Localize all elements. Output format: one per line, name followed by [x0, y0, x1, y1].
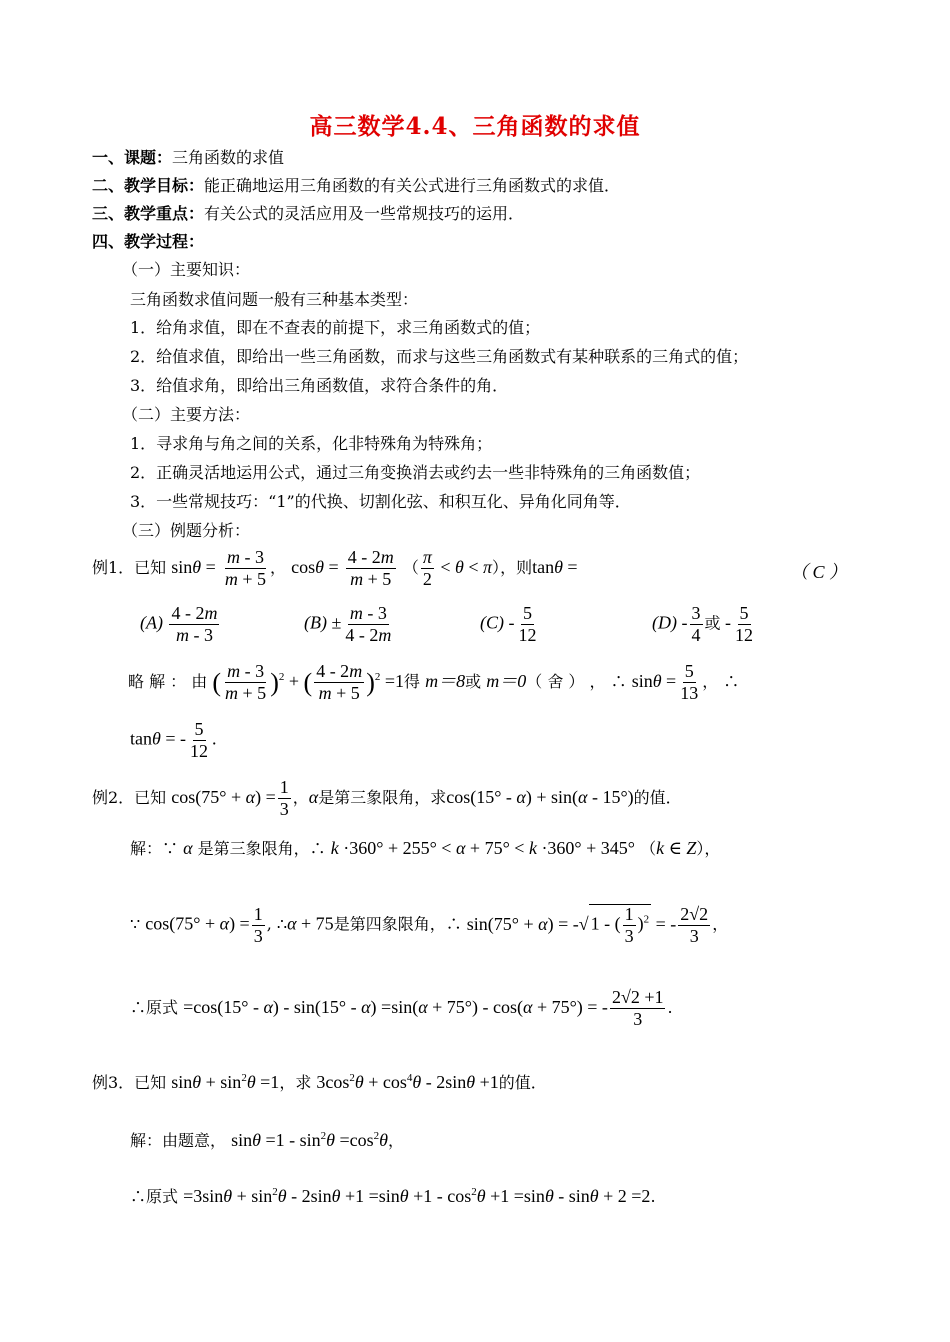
section-goal: 二、教学目标：能正确地运用三角函数的有关公式进行三角函数式的求值． [92, 176, 621, 195]
example-1-option-c: (C) - $\frac{5}{12}$ [480, 603, 537, 645]
knowledge-item-2: 2．给值求值，即给出一些三角函数，而求与这些三角函数式有某种联系的三角式的值； [130, 347, 749, 366]
method-item-2: 2．正确灵活地运用公式，通过三角变换消去或约去一些非特殊角的三角函数值； [130, 463, 701, 482]
example-1-option-a: (A) $\frac{4 - 2m}{m - 3}$ [140, 603, 218, 645]
subsection-methods: （二）主要方法： [122, 405, 251, 424]
section-topic: 一、课题：三角函数的求值 [92, 148, 285, 167]
knowledge-item-3: 3．给值求角，即给出三角函数值，求符合条件的角． [130, 376, 509, 395]
example-1-question: 例1．已知 sinθ = $\frac{m - 3}{m + 5}$ ， cosθ = $\frac{4 - 2m}{m + 5}$ （ $\frac{\pi}{2}$ < θ < π），则tanθ = [92, 547, 578, 589]
method-item-1: 1．寻求角与角之间的关系，化非特殊角为特殊角； [130, 434, 493, 453]
page-title: 高三数学4.4、三角函数的求值 [309, 113, 641, 140]
example-2-question: 例2．已知 cos(75° + α) = $\frac{1}{3}$ ，α是第三象限角，求cos(15° - α) + sin(α - 15°)的值． [92, 777, 682, 819]
subsection-examples: （三）例题分析： [122, 521, 251, 540]
knowledge-item-1: 1．给角求值，即在不查表的前提下，求三角函数式的值； [130, 318, 541, 337]
example-1-option-b: (B) ± $\frac{m - 3}{4 - 2m}$ [304, 603, 392, 645]
example-1-solution: 略 解 ： 由 ( $\frac{m - 3}{m + 5}$ )$^2$ + ( $\frac{4 - 2m}{m + 5}$ )$^2$ =1得 m＝8或 m＝0（ 舍 ） ， ∴ sinθ = $\frac{5}{13}$ ， ∴ [128, 661, 740, 704]
example-2-result: ∴原式 =cos(15° - α) - sin(15° - α) =sin(α + 75°) - cos(α + 75°) = - $\frac{2√2 +1}{3}$ . [130, 987, 673, 1029]
example-2-step-2: ∵ cos(75° + α) = $\frac{1}{3}$ , ∴α + 75是第四象限角，∴ sin(75° + α) = -√ 1 - ( $\frac{1}{3}$ )$^2$ = - $\frac{2√2}{3}$ ， [130, 903, 729, 946]
knowledge-intro: 三角函数求值问题一般有三种基本类型： [130, 290, 419, 309]
example-1-option-d: (D) - $\frac{3}{4}$ 或 - $\frac{5}{12}$ [652, 603, 754, 645]
subsection-knowledge: （一）主要知识： [122, 260, 251, 279]
example-1-result: tanθ = - $\frac{5}{12}$ . [130, 719, 217, 761]
method-item-3: 3．一些常规技巧：“1”的代换、切割化弦、和积互化、异角化同角等． [130, 492, 631, 511]
example-3-result: ∴原式 $=3\sin\theta + \sin^2\theta - 2\sin\theta +1 =\sin\theta +1 - \cos^2\theta +1 =\sin\theta - \sin\theta + 2 =2$. [130, 1186, 656, 1206]
example-3-question: 例3．已知 $\sin\theta + \sin^2\theta =1$，求 $3\cos^2\theta + \cos^4\theta - 2\sin\theta +1$的值． [92, 1072, 547, 1092]
section-focus: 三、教学重点：有关公式的灵活应用及一些常规技巧的运用． [92, 204, 525, 223]
section-process: 四、教学过程： [92, 232, 205, 251]
example-1-answer: （ C ） [790, 562, 848, 582]
example-2-step-1: 解：∵ α 是第三象限角，∴ k ·360° + 255° < α + 75° < k ·360° + 345° （k ∈ Z）， [130, 838, 721, 858]
example-3-step-1: 解：由题意， $\sin\theta =1 - \sin^2\theta =\cos^2\theta$， [130, 1130, 404, 1150]
